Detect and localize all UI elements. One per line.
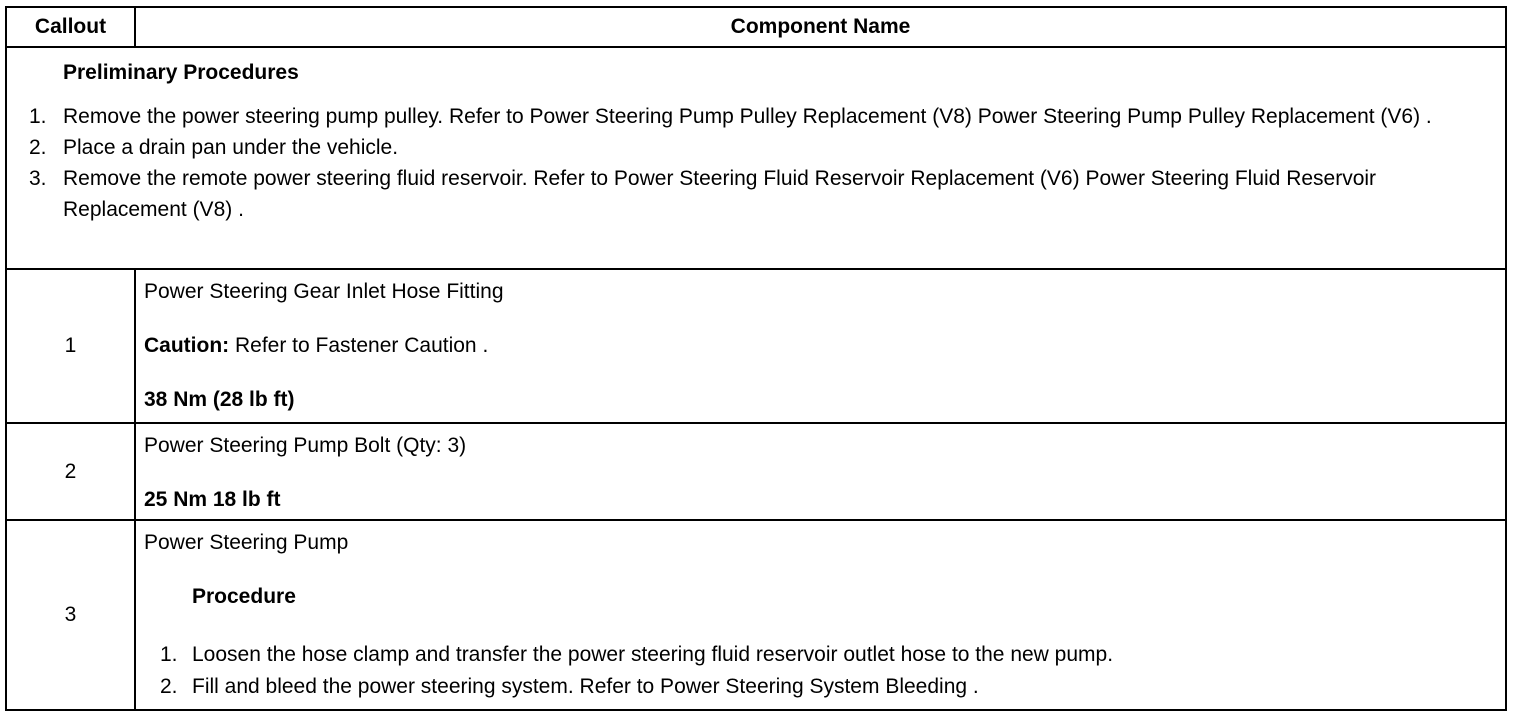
step-number: 1.: [29, 105, 47, 128]
step-number: 2.: [160, 675, 178, 698]
component-name: Power Steering Pump Bolt (Qty: 3): [144, 434, 467, 457]
table-row: [6, 423, 1506, 520]
caution-note: [144, 334, 1497, 358]
list-item: [144, 639, 1497, 671]
step-text: Loosen the hose clamp and transfer the power steering fluid reservoir outlet hose to the new pump.: [192, 643, 1114, 666]
preliminary-steps: [7, 101, 1505, 225]
callout-header: Callout: [6, 7, 135, 47]
component-name: Power Steering Gear Inlet Hose Fitting: [144, 280, 504, 303]
step-number: 2.: [29, 136, 47, 159]
list-item: [7, 163, 1505, 225]
list-item: [7, 101, 1505, 132]
torque-spec: 25 Nm 18 lb ft: [144, 488, 281, 511]
list-item: [144, 671, 1497, 703]
table-row: [6, 269, 1506, 423]
callout-cell: 2: [6, 423, 135, 520]
procedure-title: Procedure: [192, 585, 296, 608]
component-cell: [135, 520, 1506, 710]
step-text: Remove the remote power steering fluid reservoir. Refer to Power Steering Fluid Reservoir Replacement (V6) Power Steering Fluid Reservoir Replacement (V8) .: [63, 167, 1377, 221]
list-item: [7, 132, 1505, 163]
preliminary-title: Preliminary Procedures: [63, 61, 299, 84]
callout-cell: 3: [6, 520, 135, 710]
component-cell: [135, 269, 1506, 423]
procedure-steps: [144, 639, 1497, 703]
component-table: [5, 6, 1507, 711]
callout-cell: 1: [6, 269, 135, 423]
torque-spec: 38 Nm (28 lb ft): [144, 388, 295, 411]
step-number: 3.: [29, 167, 47, 190]
table-row: [6, 520, 1506, 710]
step-text: Place a drain pan under the vehicle.: [63, 136, 399, 159]
component-name: Power Steering Pump: [144, 531, 349, 554]
preliminary-row: [6, 47, 1506, 269]
preliminary-cell: [6, 47, 1506, 269]
header-row: [6, 7, 1506, 47]
step-text: Fill and bleed the power steering system. Refer to Power Steering System Bleeding .: [192, 675, 979, 698]
step-text: Remove the power steering pump pulley. Refer to Power Steering Pump Pulley Replacement (V8) Power Steering Pump Pulley Replacement (V6) .: [63, 105, 1432, 128]
step-number: 1.: [160, 643, 178, 666]
component-name-header: Component Name: [135, 7, 1506, 47]
caution-label: Caution:: [144, 334, 230, 357]
component-cell: [135, 423, 1506, 520]
caution-text: Refer to Fastener Caution .: [229, 334, 489, 357]
